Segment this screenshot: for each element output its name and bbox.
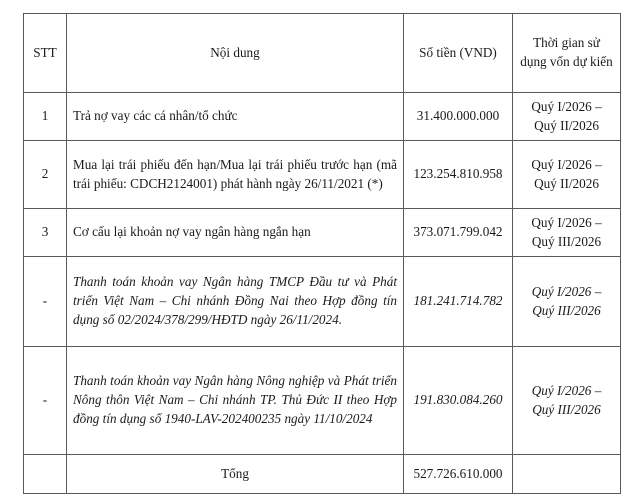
row-amount: 181.241.714.782 <box>404 257 513 347</box>
row-content: Cơ cấu lại khoản nợ vay ngân hàng ngắn hạn <box>67 209 404 257</box>
row-time <box>513 347 621 455</box>
row-time-line-1: Quý I/2026 – <box>531 283 602 299</box>
table-header-row <box>24 14 621 93</box>
column-header-content: Nội dung <box>67 14 404 93</box>
table-row <box>24 93 621 141</box>
total-amount: 527.726.610.000 <box>404 455 513 494</box>
row-time-line-1: Quý I/2026 – <box>531 214 602 230</box>
row-content: Trả nợ vay các cá nhân/tổ chức <box>67 93 404 141</box>
row-time-line-2: Quý III/2026 <box>531 233 602 249</box>
table-row <box>24 209 621 257</box>
row-index: 3 <box>24 209 67 257</box>
row-index: 2 <box>24 141 67 209</box>
row-content: Thanh toán khoản vay Ngân hàng TMCP Đầu tư và Phát triển Việt Nam – Chi nhánh Đồng Nai theo Hợp đồng tín dụng số 02/2024/378/299/HĐTD ngày 26/11/2024. <box>67 257 404 347</box>
total-index <box>24 455 67 494</box>
row-content: Thanh toán khoản vay Ngân hàng Nông nghiệp và Phát triển Nông thôn Việt Nam – Chi nhánh TP. Thủ Đức II theo Hợp đồng tín dụng số 1940-LAV-202400235 ngày 11/10/2024 <box>67 347 404 455</box>
row-time-line-2: Quý III/2026 <box>532 401 601 417</box>
row-index: 1 <box>24 93 67 141</box>
row-time-line-2: Quý II/2026 <box>534 117 599 133</box>
row-time <box>513 93 621 141</box>
row-time <box>513 141 621 209</box>
row-time-line-1: Quý I/2026 – <box>531 382 602 398</box>
row-time <box>513 257 621 347</box>
row-index: - <box>24 257 67 347</box>
row-time-line-2: Quý II/2026 <box>534 175 599 191</box>
total-time <box>513 455 621 494</box>
row-index: - <box>24 347 67 455</box>
column-header-time: Thời gian sử dụng vốn dự kiến <box>513 14 621 93</box>
row-amount: 373.071.799.042 <box>404 209 513 257</box>
row-amount: 123.254.810.958 <box>404 141 513 209</box>
row-time-line-1: Quý I/2026 – <box>531 156 602 172</box>
row-time-line-1: Quý I/2026 – <box>531 98 602 114</box>
table-row <box>24 347 621 455</box>
capital-use-plan-table <box>23 13 621 494</box>
row-content: Mua lại trái phiếu đến hạn/Mua lại trái phiếu trước hạn (mã trái phiếu: CDCH2124001) phát hành ngày 26/11/2021 (*) <box>67 141 404 209</box>
table-total-row <box>24 455 621 494</box>
column-header-amount: Số tiền (VND) <box>404 14 513 93</box>
total-label: Tổng <box>67 455 404 494</box>
row-amount: 191.830.084.260 <box>404 347 513 455</box>
table-row <box>24 257 621 347</box>
column-header-stt: STT <box>24 14 67 93</box>
row-amount: 31.400.000.000 <box>404 93 513 141</box>
row-time-line-2: Quý III/2026 <box>532 302 601 318</box>
table-row <box>24 141 621 209</box>
row-time <box>513 209 621 257</box>
